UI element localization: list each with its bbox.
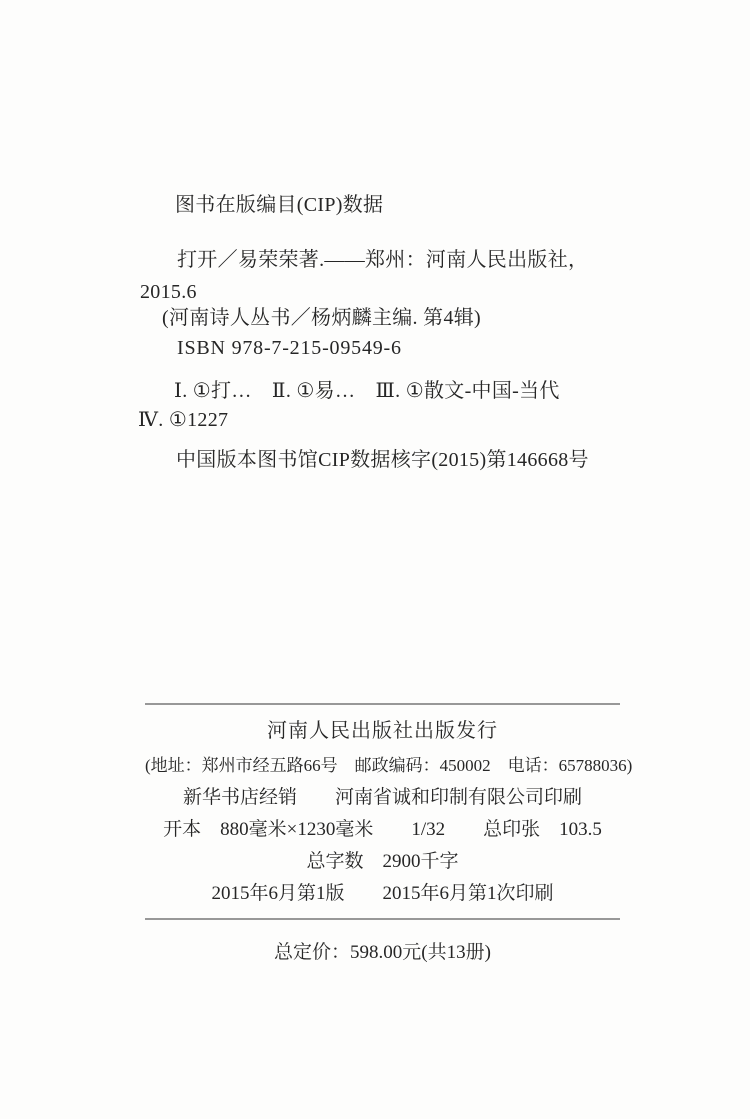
address-line: (地址：郑州市经五路66号 邮政编码：450002 电话：65788036) xyxy=(145,756,633,775)
distribution-line: 新华书店经销 河南省诚和印制有限公司印刷 xyxy=(182,787,582,808)
cip-subjects-line: Ⅰ. ①打… Ⅱ. ①易… Ⅲ. ①散文-中国-当代 xyxy=(174,380,560,402)
cip-heading: 图书在版编目(CIP)数据 xyxy=(175,194,384,216)
cip-title-line: 打开／易荣荣著.——郑州：河南人民出版社， xyxy=(177,249,589,271)
cip-year-line: 2015.6 xyxy=(140,281,197,303)
edition-line: 2015年6月第1版 2015年6月第1次印刷 xyxy=(211,883,554,904)
format-line: 开本 880毫米×1230毫米 1/32 总印张 103.5 xyxy=(163,819,602,840)
cip-series-line: (河南诗人丛书／杨炳麟主编. 第4辑) xyxy=(162,307,482,329)
word-count-line: 总字数 2900千字 xyxy=(306,851,459,872)
colophon-block xyxy=(145,703,633,920)
cip-record-line: 中国版本图书馆CIP数据核字(2015)第146668号 xyxy=(176,449,589,471)
cip-isbn-line: ISBN 978-7-215-09549-6 xyxy=(177,337,402,359)
cip-class-line: Ⅳ. ①1227 xyxy=(138,409,229,431)
publisher-line: 河南人民出版社出版发行 xyxy=(267,720,498,742)
price-line: 总定价：598.00元(共13册) xyxy=(274,942,491,963)
